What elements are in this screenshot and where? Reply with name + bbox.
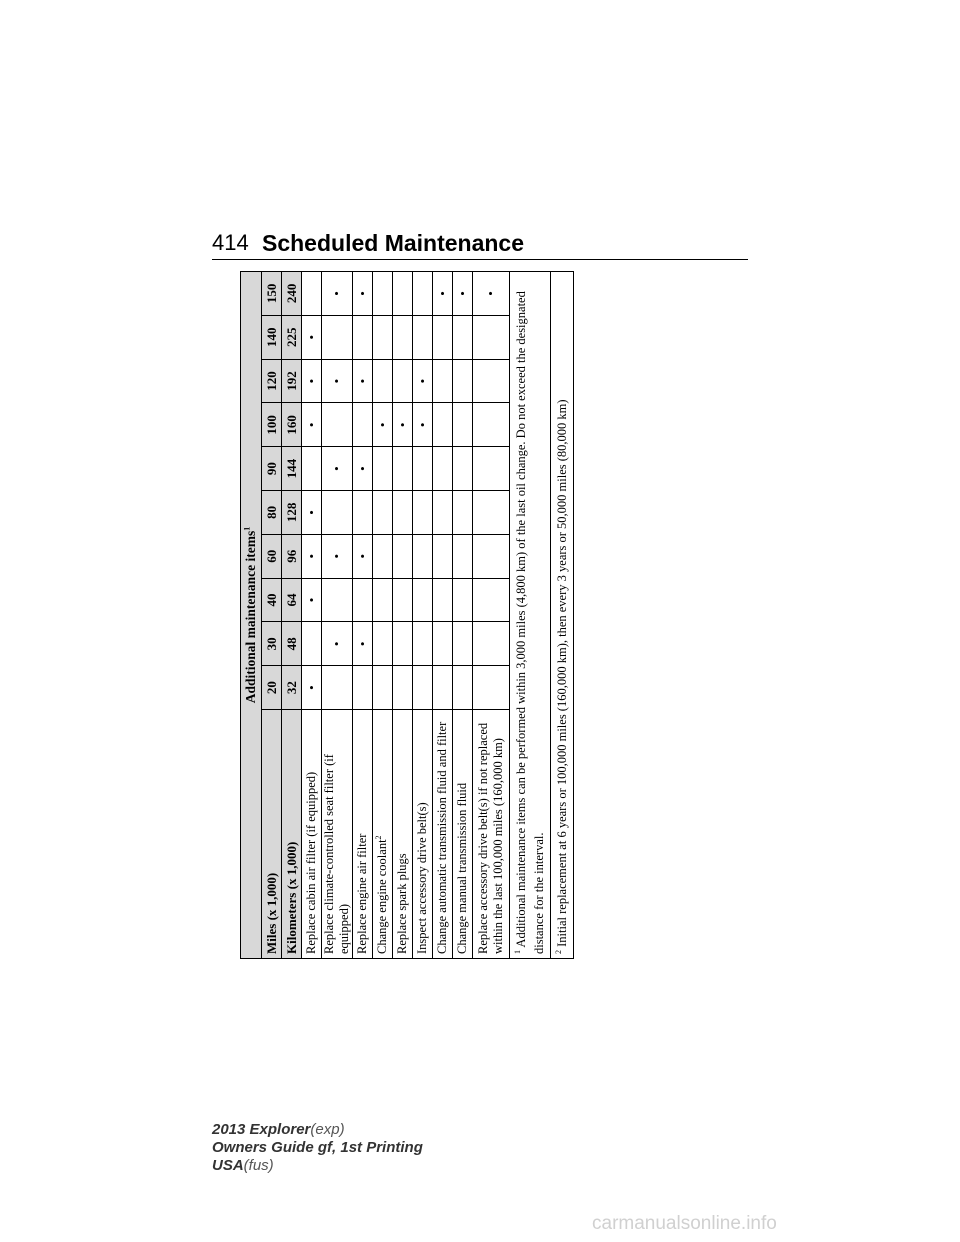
interval-empty (453, 359, 473, 403)
miles-value: 20 (262, 666, 282, 710)
footer-model-code: (exp) (310, 1121, 345, 1138)
miles-value: 40 (262, 578, 282, 622)
interval-empty (413, 666, 433, 710)
interval-mark: • (302, 491, 322, 535)
miles-value: 80 (262, 491, 282, 535)
miles-value: 60 (262, 534, 282, 578)
interval-empty (322, 491, 353, 535)
interval-empty (393, 578, 413, 622)
interval-mark: • (413, 359, 433, 403)
interval-mark: • (353, 622, 373, 666)
interval-empty (453, 534, 473, 578)
interval-empty (373, 447, 393, 491)
maintenance-item-row (453, 271, 473, 958)
km-value: 48 (282, 622, 302, 666)
footnote-text: Additional maintenance items can be performed within 3,000 miles (4,800 km) of the last oil change. Do not exceed the designated distance for the interval. (514, 291, 547, 954)
km-value: 144 (282, 447, 302, 491)
interval-empty (393, 666, 413, 710)
interval-mark: • (322, 359, 353, 403)
km-value: 240 (282, 271, 302, 315)
document-footer (212, 1121, 423, 1175)
maintenance-item-label: Change automatic transmission fluid and filter (433, 710, 453, 959)
interval-empty (322, 578, 353, 622)
interval-empty (413, 622, 433, 666)
km-value: 225 (282, 315, 302, 359)
interval-empty (393, 622, 413, 666)
interval-empty (473, 622, 510, 666)
miles-label: Miles (x 1,000) (262, 710, 282, 959)
maintenance-item-label: Change engine coolant$^2$ (373, 710, 393, 959)
title-footnote-ref: 1 (242, 526, 252, 531)
interval-mark: • (453, 271, 473, 315)
header-rule (212, 259, 748, 260)
interval-empty (433, 666, 453, 710)
maintenance-item-label: Change manual transmission fluid (453, 710, 473, 959)
interval-mark: • (353, 359, 373, 403)
interval-empty (453, 622, 473, 666)
watermark: carmanualsonline.info (592, 1213, 777, 1234)
footnote (510, 271, 551, 958)
interval-empty (453, 666, 473, 710)
interval-empty (373, 666, 393, 710)
interval-mark: • (302, 359, 322, 403)
table-title: Additional maintenance items$^1$ (241, 271, 262, 958)
footer-guide: Owners Guide gf, 1st Printing (212, 1139, 423, 1156)
footer-model: 2013 Explorer (212, 1121, 311, 1138)
interval-empty (373, 491, 393, 535)
interval-empty (473, 359, 510, 403)
interval-empty (433, 359, 453, 403)
interval-empty (433, 447, 453, 491)
interval-mark: • (322, 534, 353, 578)
maintenance-item-row (373, 271, 393, 958)
interval-empty (302, 271, 322, 315)
interval-empty (322, 315, 353, 359)
interval-empty (453, 315, 473, 359)
interval-empty (473, 447, 510, 491)
footer-market-code: (fus) (243, 1157, 274, 1174)
interval-empty (453, 447, 473, 491)
interval-empty (413, 578, 433, 622)
section-title: Scheduled Maintenance (262, 230, 525, 256)
interval-empty (433, 403, 453, 447)
km-value: 160 (282, 403, 302, 447)
interval-empty (353, 491, 373, 535)
footnote-text: Initial replacement at 6 years or 100,000 miles (160,000 km), then every 3 years or 50,000 miles (80,000 km) (555, 399, 570, 947)
interval-empty (413, 447, 433, 491)
km-value: 96 (282, 534, 302, 578)
interval-empty (473, 491, 510, 535)
interval-mark: • (433, 271, 453, 315)
interval-empty (473, 534, 510, 578)
interval-mark: • (302, 534, 322, 578)
interval-mark: • (302, 403, 322, 447)
maintenance-item-label: Replace accessory drive belt(s) if not replaced within the last 100,000 miles (160,000 km) (473, 710, 510, 959)
interval-empty (473, 666, 510, 710)
interval-empty (413, 534, 433, 578)
miles-value: 100 (262, 403, 282, 447)
maintenance-item-label: Replace cabin air filter (if equipped) (302, 710, 322, 959)
miles-value: 120 (262, 359, 282, 403)
interval-empty (373, 534, 393, 578)
interval-empty (433, 534, 453, 578)
footnote-row (551, 271, 574, 958)
maintenance-item-row (413, 271, 433, 958)
interval-empty (322, 666, 353, 710)
km-row (282, 271, 302, 958)
maintenance-item-label: Replace spark plugs (393, 710, 413, 959)
footnote-number: 1 (512, 950, 522, 954)
maintenance-table (240, 271, 574, 959)
interval-empty (433, 315, 453, 359)
interval-empty (473, 403, 510, 447)
interval-empty (473, 578, 510, 622)
km-value: 64 (282, 578, 302, 622)
interval-mark: • (353, 534, 373, 578)
interval-empty (302, 447, 322, 491)
km-value: 192 (282, 359, 302, 403)
interval-empty (473, 315, 510, 359)
interval-mark: • (302, 578, 322, 622)
interval-empty (373, 359, 393, 403)
maintenance-item-row (393, 271, 413, 958)
interval-empty (413, 491, 433, 535)
interval-empty (413, 315, 433, 359)
interval-empty (393, 491, 413, 535)
interval-empty (393, 315, 413, 359)
maintenance-item-row (433, 271, 453, 958)
interval-empty (373, 315, 393, 359)
km-value: 128 (282, 491, 302, 535)
interval-empty (393, 447, 413, 491)
maintenance-item-label: Replace climate-controlled seat filter (if equipped) (322, 710, 353, 959)
interval-empty (373, 578, 393, 622)
interval-mark: • (322, 622, 353, 666)
interval-mark: • (473, 271, 510, 315)
interval-empty (322, 403, 353, 447)
footer-market: USA (212, 1157, 244, 1174)
interval-empty (453, 403, 473, 447)
page-number: 414 (212, 230, 249, 255)
table-title-row (241, 271, 262, 958)
miles-value: 30 (262, 622, 282, 666)
footnote-number: 2 (554, 950, 564, 954)
interval-mark: • (302, 666, 322, 710)
interval-empty (393, 359, 413, 403)
maintenance-table-container (240, 272, 570, 959)
interval-mark: • (322, 271, 353, 315)
interval-empty (302, 622, 322, 666)
interval-mark: • (353, 447, 373, 491)
interval-mark: • (322, 447, 353, 491)
km-value: 32 (282, 666, 302, 710)
interval-empty (353, 578, 373, 622)
footnote-ref: 2 (373, 835, 383, 840)
interval-empty (353, 403, 373, 447)
interval-empty (413, 271, 433, 315)
footnote (551, 271, 574, 958)
maintenance-item-row (302, 271, 322, 958)
interval-mark: • (413, 403, 433, 447)
interval-empty (373, 622, 393, 666)
interval-empty (453, 491, 473, 535)
interval-empty (433, 622, 453, 666)
maintenance-item-label: Inspect accessory drive belt(s) (413, 710, 433, 959)
maintenance-item-row (322, 271, 353, 958)
interval-empty (393, 534, 413, 578)
maintenance-item-row (353, 271, 373, 958)
interval-mark: • (393, 403, 413, 447)
interval-empty (453, 578, 473, 622)
maintenance-item-row (473, 271, 510, 958)
maintenance-item-label: Replace engine air filter (353, 710, 373, 959)
interval-empty (393, 271, 413, 315)
miles-value: 140 (262, 315, 282, 359)
interval-mark: • (302, 315, 322, 359)
interval-empty (353, 666, 373, 710)
miles-value: 90 (262, 447, 282, 491)
miles-value: 150 (262, 271, 282, 315)
interval-empty (433, 578, 453, 622)
interval-mark: • (353, 271, 373, 315)
interval-empty (433, 491, 453, 535)
interval-empty (353, 315, 373, 359)
footnote-row (510, 271, 551, 958)
km-label: Kilometers (x 1,000) (282, 710, 302, 959)
interval-empty (373, 271, 393, 315)
interval-mark: • (373, 403, 393, 447)
miles-row (262, 271, 282, 958)
